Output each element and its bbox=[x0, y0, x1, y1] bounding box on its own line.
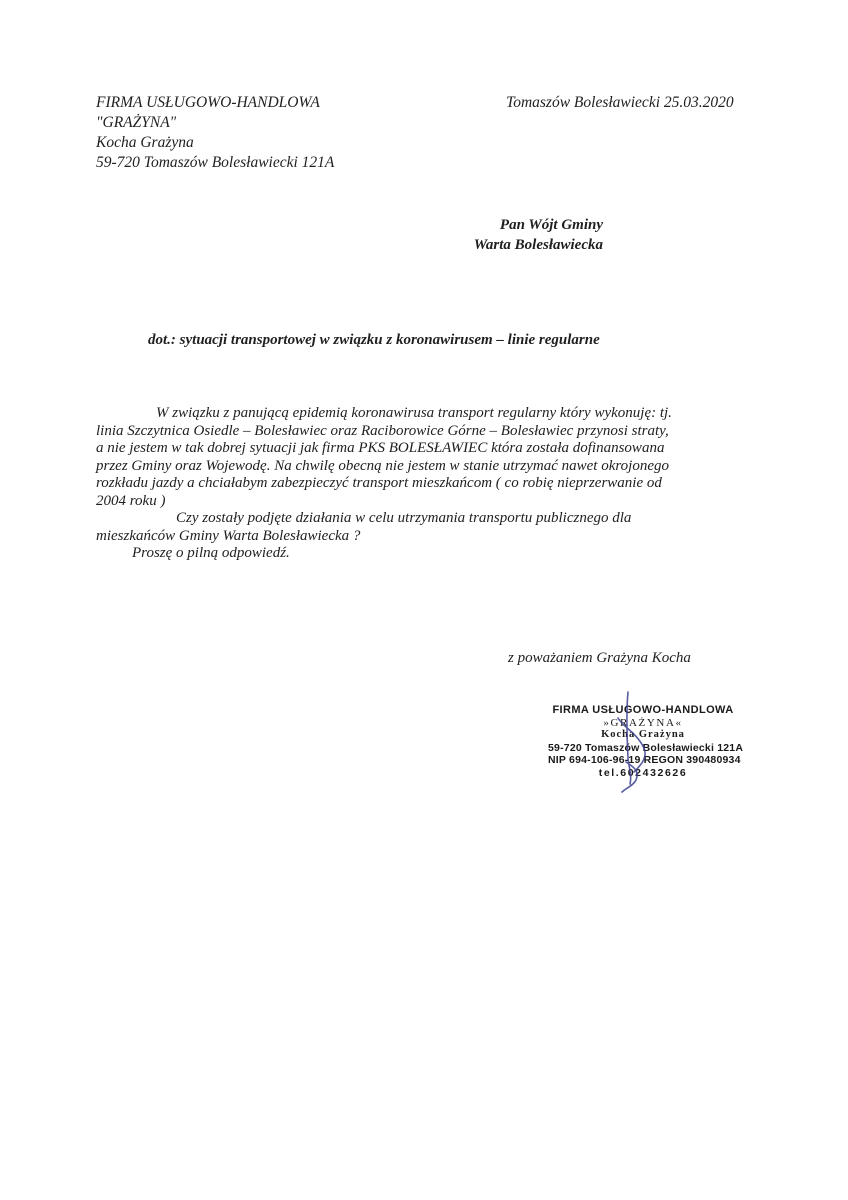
sender-company-name: "GRAŻYNA" bbox=[96, 114, 177, 131]
body-line: rozkładu jazdy a chciałabym zabezpieczyć transport mieszkańcom ( co robię nieprzerwanie od bbox=[96, 475, 662, 491]
stamp-company-name: »GRAŻYNA« bbox=[603, 716, 683, 729]
body-line: 2004 roku ) bbox=[96, 492, 166, 509]
stamp-phone: tel.602432626 bbox=[598, 766, 688, 779]
body-line: a nie jestem w tak dobrej sytuacji jak firma PKS BOLESŁAWIEC która została dofinansowana bbox=[96, 440, 665, 456]
letter-subject: dot.: sytuacji transportowej w związku z koronawirusem – linie regularne bbox=[148, 332, 600, 348]
stamp-tax-ids: NIP 694-106-96-19 REGON 390480934 bbox=[548, 754, 741, 766]
stamp-company: FIRMA USŁUGOWO-HANDLOWA bbox=[552, 704, 734, 716]
body-line: W związku z panującą epidemią koronawirusa transport regularny który wykonuję: tj. bbox=[156, 405, 672, 421]
stamp-owner: Kocha Grażyna bbox=[601, 729, 685, 740]
place-and-date: Tomaszów Bolesławiecki 25.03.2020 bbox=[506, 94, 734, 111]
body-line: Czy zostały podjęte działania w celu utrzymania transportu publicznego dla bbox=[176, 510, 632, 526]
body-line: mieszkańców Gminy Warta Bolesławiecka ? bbox=[96, 527, 361, 544]
recipient-address bbox=[455, 215, 603, 255]
closing-greeting: z poważaniem Grażyna Kocha bbox=[508, 650, 691, 666]
body-line: przez Gminy oraz Wojewodę. Na chwilę obecną nie jestem w stanie utrzymać nawet okrojonego bbox=[96, 457, 669, 474]
sender-address bbox=[96, 93, 334, 173]
sender-company: FIRMA USŁUGOWO-HANDLOWA bbox=[96, 94, 320, 111]
body-line: Proszę o pilną odpowiedź. bbox=[132, 545, 290, 561]
sender-street: 59-720 Tomaszów Bolesławiecki 121A bbox=[96, 154, 335, 171]
recipient-title: Pan Wójt Gminy bbox=[499, 217, 603, 233]
company-stamp bbox=[548, 704, 744, 779]
letter-body bbox=[96, 405, 751, 563]
recipient-municipality: Warta Bolesławiecka bbox=[473, 237, 603, 253]
stamp-address: 59-720 Tomaszów Bolesławiecki 121A bbox=[548, 741, 744, 754]
sender-owner: Kocha Grażyna bbox=[96, 134, 194, 151]
body-line: linia Szczytnica Osiedle – Bolesławiec oraz Raciborowice Górne – Bolesławiec przynosi straty, bbox=[96, 422, 669, 439]
